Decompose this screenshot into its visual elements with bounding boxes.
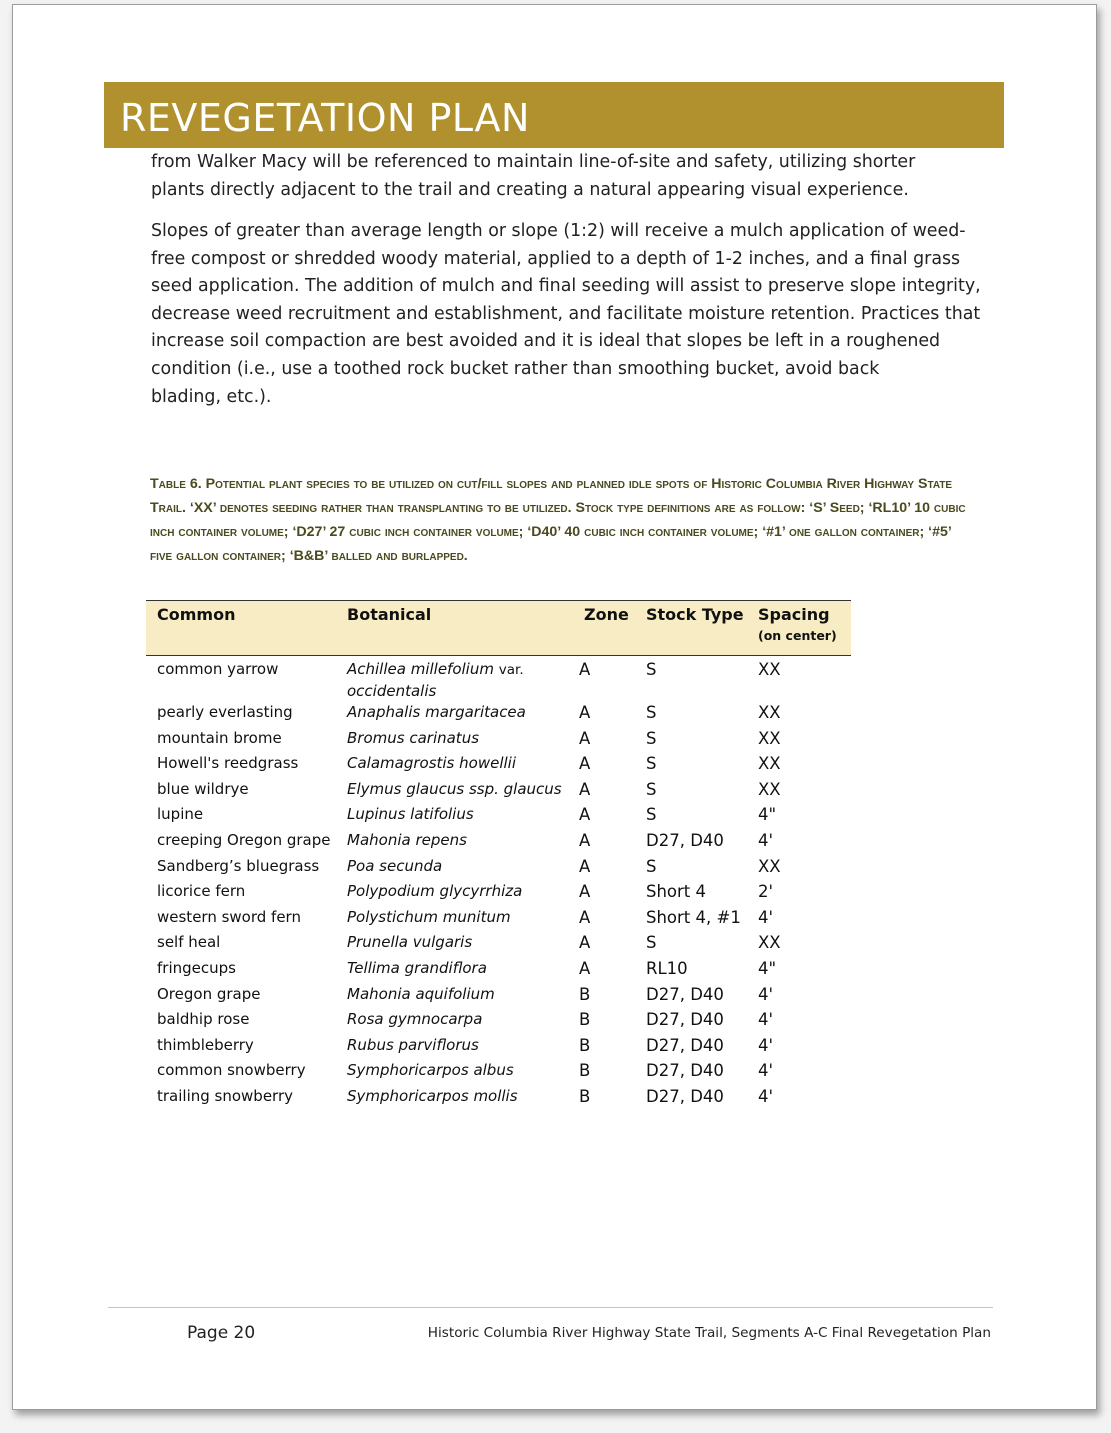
cell-zone: A [579,958,591,978]
cell-botanical: Tellima grandiflora [347,958,487,977]
cell-botanical: Polystichum munitum [347,907,511,926]
cell-spacing: 4' [758,830,774,850]
cell-spacing: XX [758,779,781,799]
cell-spacing: XX [758,856,781,876]
cell-zone: A [579,805,591,825]
table-row [146,907,851,933]
text-line: free compost or shredded woody material, applied to a depth of 1-2 inches, and a final grass [151,248,961,269]
cell-common: common yarrow [157,660,279,678]
section-banner [104,82,1004,148]
cell-botanical: Polypodium glycyrrhiza [347,882,523,901]
document-page [12,4,1097,1410]
cell-spacing: 2' [758,882,774,902]
cell-stock-type: D27, D40 [646,1086,724,1106]
table-row [146,779,851,805]
cell-zone: B [579,1035,591,1055]
cell-botanical: Bromus carinatus [347,728,480,747]
botanical-name-continued: occidentalis [347,682,437,700]
cell-zone: A [579,882,591,902]
col-header-botanical: Botanical [336,601,573,656]
cell-botanical: Mahonia aquifolium [347,984,495,1003]
cell-stock-type: Short 4 [646,882,707,902]
cell-spacing: 4' [758,907,774,927]
table-row [146,656,851,703]
cell-zone: A [579,907,591,927]
table-row [146,728,851,754]
cell-zone: A [579,728,591,748]
cell-botanical: Rosa gymnocarpa [347,1010,483,1029]
cell-common: Oregon grape [157,984,261,1003]
botanical-name: Achillea millefolium [347,660,494,678]
cell-botanical: Rubus parviflorus [347,1035,479,1054]
cell-botanical: Mahonia repens [347,830,467,849]
cell-common: pearly everlasting [157,703,293,721]
cell-common: common snowberry [157,1061,306,1080]
cell-botanical: Symphoricarpos albus [347,1061,514,1080]
cell-stock-type: D27, D40 [646,1061,724,1081]
cell-stock-type: D27, D40 [646,1010,724,1030]
cell-spacing: 4' [758,1061,774,1081]
cell-common: Howell's reedgrass [157,754,299,773]
cell-common: licorice fern [157,882,246,901]
table-row [146,753,851,779]
table-row [146,1060,851,1086]
spacing-header-sublabel: (on center) [758,628,837,643]
table-row [146,958,851,984]
cell-spacing: XX [758,703,781,722]
cell-common: fringecups [157,958,236,977]
col-header-stock-type: Stock Type [635,601,747,656]
cell-spacing: 4' [758,1035,774,1055]
cell-zone: A [579,779,591,799]
table-row [146,1035,851,1061]
cell-common: mountain brome [157,728,282,747]
cell-spacing: XX [758,728,781,748]
table-caption: Table 6. Potential plant species to be utilized on cut/fill slopes and planned idle spots of Historic Columbia River Highway State Trail. ‘XX’ denotes seeding rather than transplanting to be utilized. Stock type definitions are as follow: ‘S’ Seed; ‘RL10’ 10 cubic inch container volume; ‘D27’ 27 cubic inch container volume; ‘D40’ 40 cubic inch container volume; ‘#1’ one gallon container; ‘#5’ five gallon container; ‘B&B’ balled and burlapped. [150,476,966,564]
cell-spacing: XX [758,660,781,679]
footer-divider [108,1307,993,1308]
table-row [146,702,851,728]
text-line: increase soil compaction are best avoided and it is ideal that slopes be left in a roughened [151,331,941,352]
text-line: from Walker Macy will be referenced to maintain line-of-site and safety, utilizing shorter [151,152,916,172]
cell-spacing: 4' [758,1086,774,1106]
col-header-zone: Zone [573,601,635,656]
cell-stock-type: D27, D40 [646,830,724,850]
cell-common: thimbleberry [157,1035,254,1054]
table-row [146,1086,851,1112]
table-row [146,984,851,1010]
botanical-variety-label: var. [498,662,524,678]
cell-stock-type: S [646,754,657,774]
text-line: condition (i.e., use a toothed rock bucket rather than smoothing bucket, avoid back [151,358,880,379]
cell-botanical: Elymus glaucus ssp. glaucus [347,779,562,798]
cell-common: lupine [157,805,204,824]
table-row [146,830,851,856]
cell-stock-type: S [646,703,657,722]
text-line: blading, etc.). [151,386,272,407]
cell-common: self heal [157,933,221,952]
cell-botanical: Calamagrostis howellii [347,754,516,773]
cell-stock-type: S [646,779,657,799]
page-number: Page 20 [187,1323,256,1343]
cell-stock-type: D27, D40 [646,984,724,1004]
cell-botanical: Poa secunda [347,856,443,875]
cell-zone: A [579,830,591,850]
cell-botanical: Lupinus latifolius [347,805,474,824]
cell-stock-type: S [646,856,657,876]
table-row [146,881,851,907]
section-title: REVEGETATION PLAN [120,96,530,140]
text-line: Slopes of greater than average length or slope (1:2) will receive a mulch application of weed- [151,221,966,241]
text-line: decrease weed recruitment and establishment, and facilitate moisture retention. Practices that [151,303,981,324]
cell-stock-type: RL10 [646,958,688,978]
cell-botanical [336,656,573,703]
col-header-common: Common [146,601,336,656]
cell-spacing: XX [758,754,781,774]
cell-stock-type: S [646,933,657,953]
cell-common: creeping Oregon grape [157,830,331,849]
cell-stock-type: D27, D40 [646,1035,724,1055]
cell-zone: A [579,933,591,953]
cell-botanical: Symphoricarpos mollis [347,1086,518,1105]
cell-spacing: 4" [758,805,777,825]
cell-spacing: 4" [758,958,777,978]
paragraph-continuation [151,149,971,204]
spacing-header-label: Spacing [758,605,830,624]
cell-zone: A [579,754,591,774]
table-row [146,804,851,830]
footer-document-title: Historic Columbia River Highway State Trail, Segments A-C Final Revegetation Plan [427,1325,991,1341]
table-header-row [146,601,851,656]
paragraph-slopes [151,218,981,411]
cell-zone: A [579,660,591,679]
cell-common: Sandberg’s bluegrass [157,856,320,875]
cell-common: blue wildrye [157,779,249,798]
cell-zone: B [579,1010,591,1030]
cell-common: baldhip rose [157,1010,250,1029]
cell-zone: A [579,703,591,722]
cell-botanical: Prunella vulgaris [347,933,473,952]
table-row [146,1009,851,1035]
text-line: plants directly adjacent to the trail and creating a natural appearing visual experience. [151,179,909,200]
cell-zone: B [579,1086,591,1106]
cell-stock-type: S [646,660,657,679]
table-row [146,932,851,958]
cell-stock-type: S [646,805,657,825]
cell-zone: A [579,856,591,876]
cell-botanical: Anaphalis margaritacea [347,703,526,721]
cell-spacing: 4' [758,1010,774,1030]
plant-species-table [146,600,851,1112]
cell-spacing: 4' [758,984,774,1004]
col-header-spacing [747,601,851,656]
cell-common: western sword fern [157,907,301,926]
cell-stock-type: S [646,728,657,748]
cell-zone: B [579,1061,591,1081]
cell-zone: B [579,984,591,1004]
cell-spacing: XX [758,933,781,953]
cell-common: trailing snowberry [157,1086,294,1105]
cell-stock-type: Short 4, #1 [646,907,741,927]
table-row [146,856,851,882]
text-line: seed application. The addition of mulch and final seeding will assist to preserve slope integrity, [151,276,981,297]
